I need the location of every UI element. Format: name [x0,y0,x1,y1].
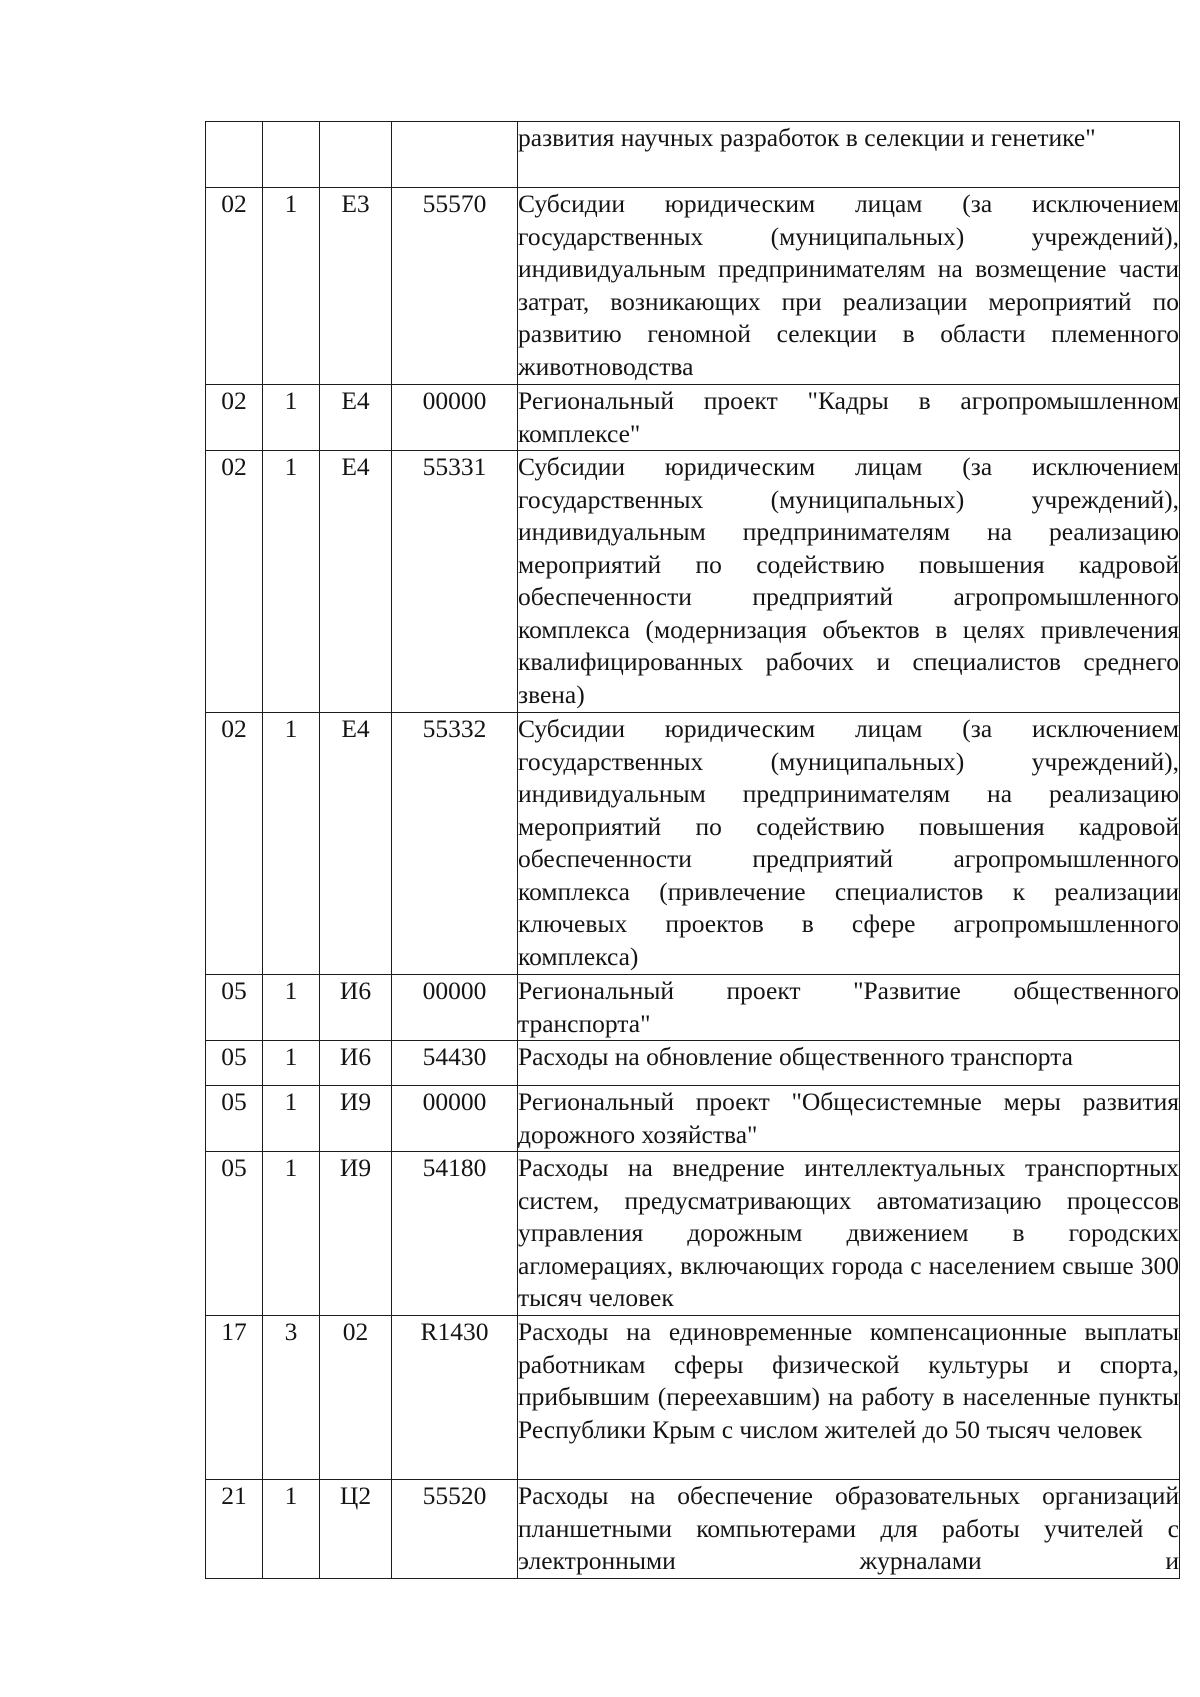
project-code-cell [320,122,392,188]
project-code-cell: И9 [320,1152,392,1316]
program-code-cell: 02 [206,713,263,975]
project-code-cell: E3 [320,188,392,385]
subprogram-code-cell: 1 [263,385,320,451]
program-code-cell: 05 [206,975,263,1041]
program-code-cell: 02 [206,385,263,451]
direction-code-cell: 55570 [392,188,518,385]
table-row [206,188,1180,385]
table-row [206,385,1180,451]
program-code-cell: 02 [206,451,263,713]
project-code-cell: И6 [320,1041,392,1086]
description-cell: развития научных разработок в селекции и генетике" [518,122,1180,188]
direction-code-cell: 00000 [392,975,518,1041]
direction-code-cell: 55520 [392,1480,518,1579]
direction-code-cell: 00000 [392,1086,518,1152]
direction-code-cell: 55332 [392,713,518,975]
description-cell: Расходы на единовременные компенсационные выплаты работникам сферы физической культуры и спорта, прибывшим (переехавшим) на работу в населенные пункты Республики Крым с числом жителей до 50 тысяч человек [518,1316,1180,1480]
description-cell: Расходы на внедрение интеллектуальных транспортных систем, предусматривающих автоматизацию процессов управления дорожным движением в городских агломерациях, включающих города с населением свыше 300 тысяч человек [518,1152,1180,1316]
table-row [206,1480,1180,1579]
description-cell: Расходы на обновление общественного транспорта [518,1041,1180,1086]
table-row [206,451,1180,713]
project-code-cell: E4 [320,451,392,713]
table-row [206,975,1180,1041]
table-row [206,1086,1180,1152]
subprogram-code-cell: 1 [263,713,320,975]
description-cell: Региональный проект "Развитие общественного транспорта" [518,975,1180,1041]
description-cell: Региональный проект "Общесистемные меры развития дорожного хозяйства" [518,1086,1180,1152]
table-row [206,1152,1180,1316]
subprogram-code-cell: 1 [263,451,320,713]
direction-code-cell: 55331 [392,451,518,713]
program-code-cell: 21 [206,1480,263,1579]
description-cell: Субсидии юридическим лицам (за исключением государственных (муниципальных) учреждений), индивидуальным предпринимателям на реализацию мероприятий по содействию повышения кадровой обеспеченности предприятий агропромышленного комплекса (привлечение специалистов к реализации ключевых проектов в сфере агропромышленного комплекса) [518,713,1180,975]
project-code-cell: E4 [320,713,392,975]
description-cell: Субсидии юридическим лицам (за исключением государственных (муниципальных) учреждений), индивидуальным предпринимателям на реализацию мероприятий по содействию повышения кадровой обеспеченности предприятий агропромышленного комплекса (модернизация объектов в целях привлечения квалифицированных рабочих и специалистов среднего звена) [518,451,1180,713]
project-code-cell: И9 [320,1086,392,1152]
program-code-cell: 05 [206,1041,263,1086]
subprogram-code-cell: 1 [263,975,320,1041]
direction-code-cell [392,122,518,188]
program-code-cell: 05 [206,1086,263,1152]
subprogram-code-cell [263,122,320,188]
program-code-cell: 17 [206,1316,263,1480]
budget-classification-table [205,121,1180,1579]
project-code-cell: И6 [320,975,392,1041]
subprogram-code-cell: 1 [263,1152,320,1316]
project-code-cell: Ц2 [320,1480,392,1579]
table-body [206,122,1180,1579]
table-row [206,1041,1180,1086]
description-cell: Расходы на обеспечение образовательных организаций планшетными компьютерами для работы учителей с электронными журналами и [518,1480,1180,1579]
subprogram-code-cell: 3 [263,1316,320,1480]
subprogram-code-cell: 1 [263,1480,320,1579]
description-cell: Региональный проект "Кадры в агропромышленном комплексе" [518,385,1180,451]
table-row [206,713,1180,975]
subprogram-code-cell: 1 [263,1086,320,1152]
direction-code-cell: 54180 [392,1152,518,1316]
direction-code-cell: R1430 [392,1316,518,1480]
description-cell: Субсидии юридическим лицам (за исключением государственных (муниципальных) учреждений), индивидуальным предпринимателям на возмещение части затрат, возникающих при реализации мероприятий по развитию геномной селекции в области племенного животноводства [518,188,1180,385]
project-code-cell: 02 [320,1316,392,1480]
direction-code-cell: 54430 [392,1041,518,1086]
program-code-cell [206,122,263,188]
direction-code-cell: 00000 [392,385,518,451]
program-code-cell: 05 [206,1152,263,1316]
table-row [206,122,1180,188]
subprogram-code-cell: 1 [263,188,320,385]
program-code-cell: 02 [206,188,263,385]
project-code-cell: E4 [320,385,392,451]
subprogram-code-cell: 1 [263,1041,320,1086]
table-row [206,1316,1180,1480]
